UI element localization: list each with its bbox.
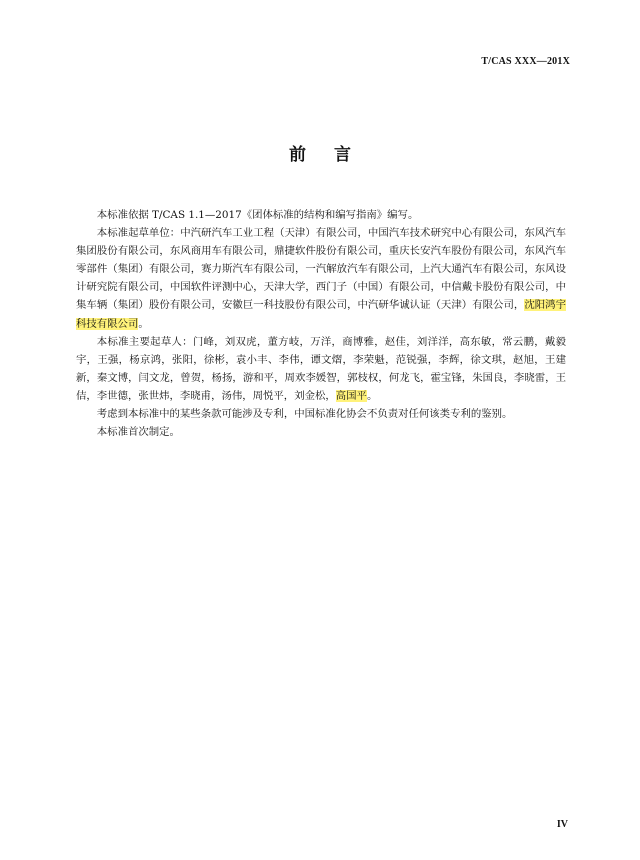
title-char-1: 前 <box>289 145 306 165</box>
drafters-end: 。 <box>366 389 378 402</box>
drafting-units-end: 。 <box>138 317 149 330</box>
page-number: IV <box>556 819 568 830</box>
drafting-units-text: 本标准起草单位：中汽研汽车工业工程（天津）有限公司，中国汽车技术研究中心有限公司，东风汽车集团股份有限公司，东风商用车有限公司，鼎捷软件股份有限公司，重庆长安汽车股份有限公司，东风汽车零部件（集团）有限公司，赛力斯汽车有限公司，一汽解放汽车有限公司，上汽大通汽车有限公司，东风设计研究院有限公司，中国软件评测中心，天津大学，西门子（中国）有限公司，中信戴卡股份有限公司，中集车辆（集团）股份有限公司，安徽巨一科技股份有限公司，中汽研华诚认证（天津）有限公司， <box>76 227 566 312</box>
document-code: T/CAS XXX—201X <box>481 56 570 67</box>
highlighted-drafter: 高国平 <box>335 389 367 402</box>
paragraph-drafting-units <box>76 224 566 333</box>
paragraph-patent-notice: 考虑到本标准中的某些条款可能涉及专利，中国标准化协会不负责对任何该类专利的鉴别。 <box>96 408 513 421</box>
title-char-2: 言 <box>334 145 351 165</box>
page-title <box>0 140 640 165</box>
highlighted-company: 沈阳鸿宇科技有限公司 <box>76 299 566 330</box>
paragraph-basis: 本标准依据 T/CAS 1.1—2017《团体标准的结构和编写指南》编写。 <box>96 209 419 221</box>
paragraph-drafters <box>76 333 566 405</box>
paragraph-first-edition: 本标准首次制定。 <box>96 426 180 439</box>
drafters-text: 本标准主要起草人：门峰，刘双虎，董方岐，万洋，商博雅，赵佳，刘洋洋，高东敏，常云鹏，戴毅宇，王强，杨京鸿，张阳，徐彬，袁小丰、李伟，谭文熠，李荣魁，范锐强，李辉，徐文琪，赵旭，王建新，秦文博，闫文龙，曾贺，杨扬，游和平，周欢李媛智，郭枝权，何龙飞，霍宝锋，朱国良，李晓雷，王佶，李世德，张世炜，李晓甫，汤伟，周悦平，刘金松， <box>76 335 566 402</box>
preface-body <box>76 206 566 441</box>
